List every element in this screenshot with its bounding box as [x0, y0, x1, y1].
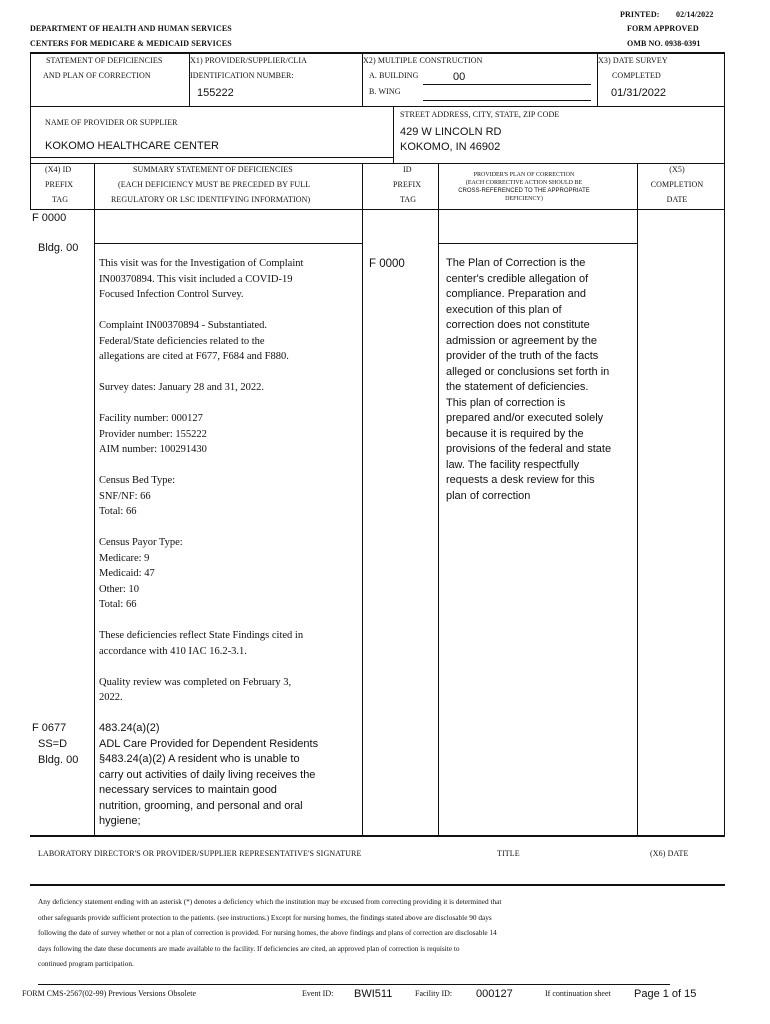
paragraph-1: [99, 256, 357, 303]
line: provisions of the federal and state: [446, 443, 612, 455]
top-border: [30, 52, 725, 54]
line: Facility number: 000127: [99, 413, 203, 424]
x6-date-label: (X6) DATE: [650, 849, 689, 858]
col-plan-2: (EACH CORRECTIVE ACTION SHOULD BE: [465, 180, 583, 186]
paragraph-5: [99, 473, 357, 520]
col-line-4: [637, 163, 638, 835]
col-summary-2: (EACH DEFICIENCY MUST BE PRECEDED BY FULL: [118, 180, 311, 189]
disclaimer-line: other safeguards provide sufficient protection to the patients. (see instructions.) Except for nursing homes, the findings stated above are disclosable 90 days: [38, 912, 492, 922]
plan-tag-f0000: F 0000: [369, 258, 405, 270]
line: execution of this plan of: [446, 303, 562, 316]
col-bottom: [30, 209, 725, 210]
bldg-label-2: Bldg. 00: [38, 754, 79, 766]
line: alleged or conclusions set forth in: [446, 365, 610, 378]
box1-bottom: [30, 106, 725, 107]
signature-top: [30, 835, 725, 837]
bldg-label-1: Bldg. 00: [38, 242, 79, 254]
director-signature-label: LABORATORY DIRECTOR'S OR PROVIDER/SUPPLIER REPRESENTATIVE'S SIGNATURE: [38, 849, 362, 858]
line: AIM number: 100291430: [99, 444, 207, 455]
printed-date: 02/14/2022: [676, 10, 714, 19]
line: Complaint IN00370894 - Substantiated.: [99, 320, 267, 331]
line: Census Payor Type:: [99, 537, 183, 548]
line: The Plan of Correction is the: [446, 257, 586, 269]
line: ADL Care Provided for Dependent Residents: [99, 737, 319, 750]
ss-label: SS=D: [38, 738, 68, 750]
line: Other: 10: [99, 583, 139, 595]
col-x4-1: (X4) ID: [45, 165, 72, 174]
page-number: Page 1 of 15: [634, 988, 697, 1000]
row-sep-b: [438, 243, 637, 244]
x1-label2: IDENTIFICATION NUMBER:: [190, 71, 294, 80]
line: necessary services to maintain good: [99, 784, 277, 796]
col-plan-3: CROSS-REFERENCED TO THE APPROPRIATE: [458, 188, 590, 194]
plan-of-correction-label: AND PLAN OF CORRECTION: [43, 71, 151, 80]
paragraph-4: [99, 411, 357, 458]
provider-name: KOKOMO HEALTHCARE CENTER: [45, 140, 219, 152]
line: SNF/NF: 66: [99, 490, 151, 502]
col-x4-2: PREFIX: [45, 180, 74, 189]
col-left: [30, 163, 31, 209]
line: §483.24(a)(2) A resident who is unable to: [99, 753, 300, 765]
statement-label: STATEMENT OF DEFICIENCIES: [46, 56, 163, 65]
line: accordance with 410 IAC 16.2-3.1.: [99, 645, 247, 657]
address-line2: KOKOMO, IN 46902: [400, 141, 501, 153]
facility-id-label: Facility ID:: [415, 989, 453, 998]
f677-text: [99, 721, 359, 830]
address-label: STREET ADDRESS, CITY, STATE, ZIP CODE: [400, 110, 560, 119]
form-approved: FORM APPROVED: [627, 24, 699, 33]
line: Survey dates: January 28 and 31, 2022.: [99, 382, 265, 393]
disclaimer-line: following the date of survey whether or not a plan of correction is provided. For nursing homes, the above findings and plans of correction are disclosable 14: [38, 928, 497, 937]
provider-div: [393, 106, 394, 164]
line: Quality review was completed on February 3,: [99, 676, 292, 688]
line: Provider number: 155222: [99, 428, 207, 440]
line: Medicare: 9: [99, 552, 150, 564]
signature-bottom: [30, 884, 725, 886]
line: requests a desk review for this: [446, 474, 595, 486]
line: the statement of deficiencies.: [446, 381, 589, 393]
building-value: 00: [453, 71, 466, 83]
line: law. The facility respectfully: [446, 458, 580, 471]
line: nutrition, grooming, and personal and oral: [99, 799, 303, 812]
col-x5-3: DATE: [666, 195, 688, 204]
line: Total: 66: [99, 506, 137, 517]
address-bottom: [393, 163, 725, 164]
box-left: [30, 52, 31, 106]
col-x5-2: COMPLETION: [650, 180, 704, 189]
line: This visit was for the Investigation of Complaint: [99, 258, 304, 269]
disclaimer-line: days following the date these documents are made available to the facility. If deficiencies are cited, an approved plan of correction is requisite to: [38, 943, 460, 953]
col-plan-1: PROVIDER'S PLAN OF CORRECTION: [473, 172, 575, 178]
event-id-label: Event ID:: [302, 989, 334, 998]
col-line-1: [94, 163, 95, 835]
provider-name-bottom: [30, 157, 394, 158]
col-line-5: [724, 163, 725, 835]
col-x5-1: (X5): [669, 165, 685, 174]
footer-rule: [38, 984, 670, 985]
line: compliance. Preparation and: [446, 288, 587, 300]
col-summary-3: REGULATORY OR LSC IDENTIFYING INFORMATION): [111, 195, 311, 204]
line: 2022.: [99, 692, 123, 703]
disclaimer: [38, 894, 718, 972]
event-id: BWI511: [354, 988, 393, 1000]
row-sep-a: [94, 243, 362, 244]
line: Federal/State deficiencies related to the: [99, 335, 265, 347]
printed-label: PRINTED:: [620, 10, 660, 19]
facility-id: 000127: [476, 988, 513, 1000]
col-id-2: PREFIX: [393, 180, 422, 189]
wing-underline: [423, 100, 591, 101]
col-id-3: TAG: [400, 195, 417, 204]
line: prepared and/or executed solely: [446, 412, 604, 424]
line: correction does not constitute: [446, 319, 590, 331]
title-label: TITLE: [497, 849, 520, 858]
tag-f0677: F 0677: [32, 722, 67, 734]
survey-date: 01/31/2022: [611, 87, 667, 99]
form-number: FORM CMS-2567(02-99) Previous Versions Obsolete: [22, 989, 197, 998]
col-summary-1: SUMMARY STATEMENT OF DEFICIENCIES: [133, 165, 293, 174]
col-plan-4: DEFICIENCY): [505, 196, 543, 202]
continuation-label: If continuation sheet: [545, 989, 611, 998]
building-underline: [423, 84, 591, 85]
centers-name: CENTERS FOR MEDICARE & MEDICAID SERVICES: [30, 39, 232, 48]
col-x4-3: TAG: [52, 195, 69, 204]
tag-f0000: F 0000: [32, 212, 67, 224]
summary-text: [99, 256, 357, 706]
provider-name-label: NAME OF PROVIDER OR SUPPLIER: [45, 118, 178, 127]
col-id-1: ID: [403, 165, 412, 174]
provider-left: [30, 106, 31, 164]
x3-label: X3) DATE SURVEY: [598, 56, 668, 65]
provider-number: 155222: [197, 87, 234, 99]
omb-number: OMB NO. 0938-0391: [627, 39, 701, 48]
paragraph-8: [99, 675, 357, 706]
x1-label: X1) PROVIDER/SUPPLIER/CLIA: [190, 56, 308, 65]
line: Total: 66: [99, 599, 137, 610]
paragraph-2: [99, 318, 357, 365]
line: These deficiencies reflect State Findings cited in: [99, 630, 304, 641]
plan-of-correction-text: [446, 256, 634, 504]
line: plan of correction: [446, 489, 531, 502]
line: center's credible allegation of: [446, 272, 589, 285]
address-line1: 429 W LINCOLN RD: [400, 126, 502, 138]
box-right: [724, 52, 725, 164]
wing-label: B. WING: [369, 87, 401, 96]
disclaimer-line: Any deficiency statement ending with an asterisk (*) denotes a deficiency which the institution may be excused from correcting providing it is determined that: [38, 897, 502, 906]
department-name: DEPARTMENT OF HEALTH AND HUMAN SERVICES: [30, 24, 232, 33]
col-line-2: [362, 163, 363, 835]
line: allegations are cited at F677, F684 and F880.: [99, 351, 289, 362]
line: because it is required by the: [446, 427, 584, 440]
line: Medicaid: 47: [99, 568, 155, 579]
line: hygiene;: [99, 815, 141, 827]
line: admission or agreement by the: [446, 334, 598, 347]
paragraph-6: [99, 535, 357, 613]
disclaimer-line: continued program participation.: [38, 959, 134, 968]
col-top: [30, 163, 394, 164]
line: IN00370894. This visit included a COVID-19: [99, 273, 293, 285]
line: Census Bed Type:: [99, 475, 176, 486]
paragraph-7: [99, 628, 357, 659]
line: carry out activities of daily living receives the: [99, 768, 316, 781]
line: This plan of correction is: [446, 396, 566, 409]
x2-label: X2) MULTIPLE CONSTRUCTION: [363, 56, 483, 65]
col-line-3: [438, 163, 439, 835]
x3-label2: COMPLETED: [612, 71, 661, 80]
building-label: A. BUILDING: [369, 71, 419, 80]
line: 483.24(a)(2): [99, 722, 160, 734]
line: Focused Infection Control Survey.: [99, 289, 244, 300]
paragraph-3: [99, 380, 357, 396]
line: provider of the truth of the facts: [446, 350, 599, 362]
